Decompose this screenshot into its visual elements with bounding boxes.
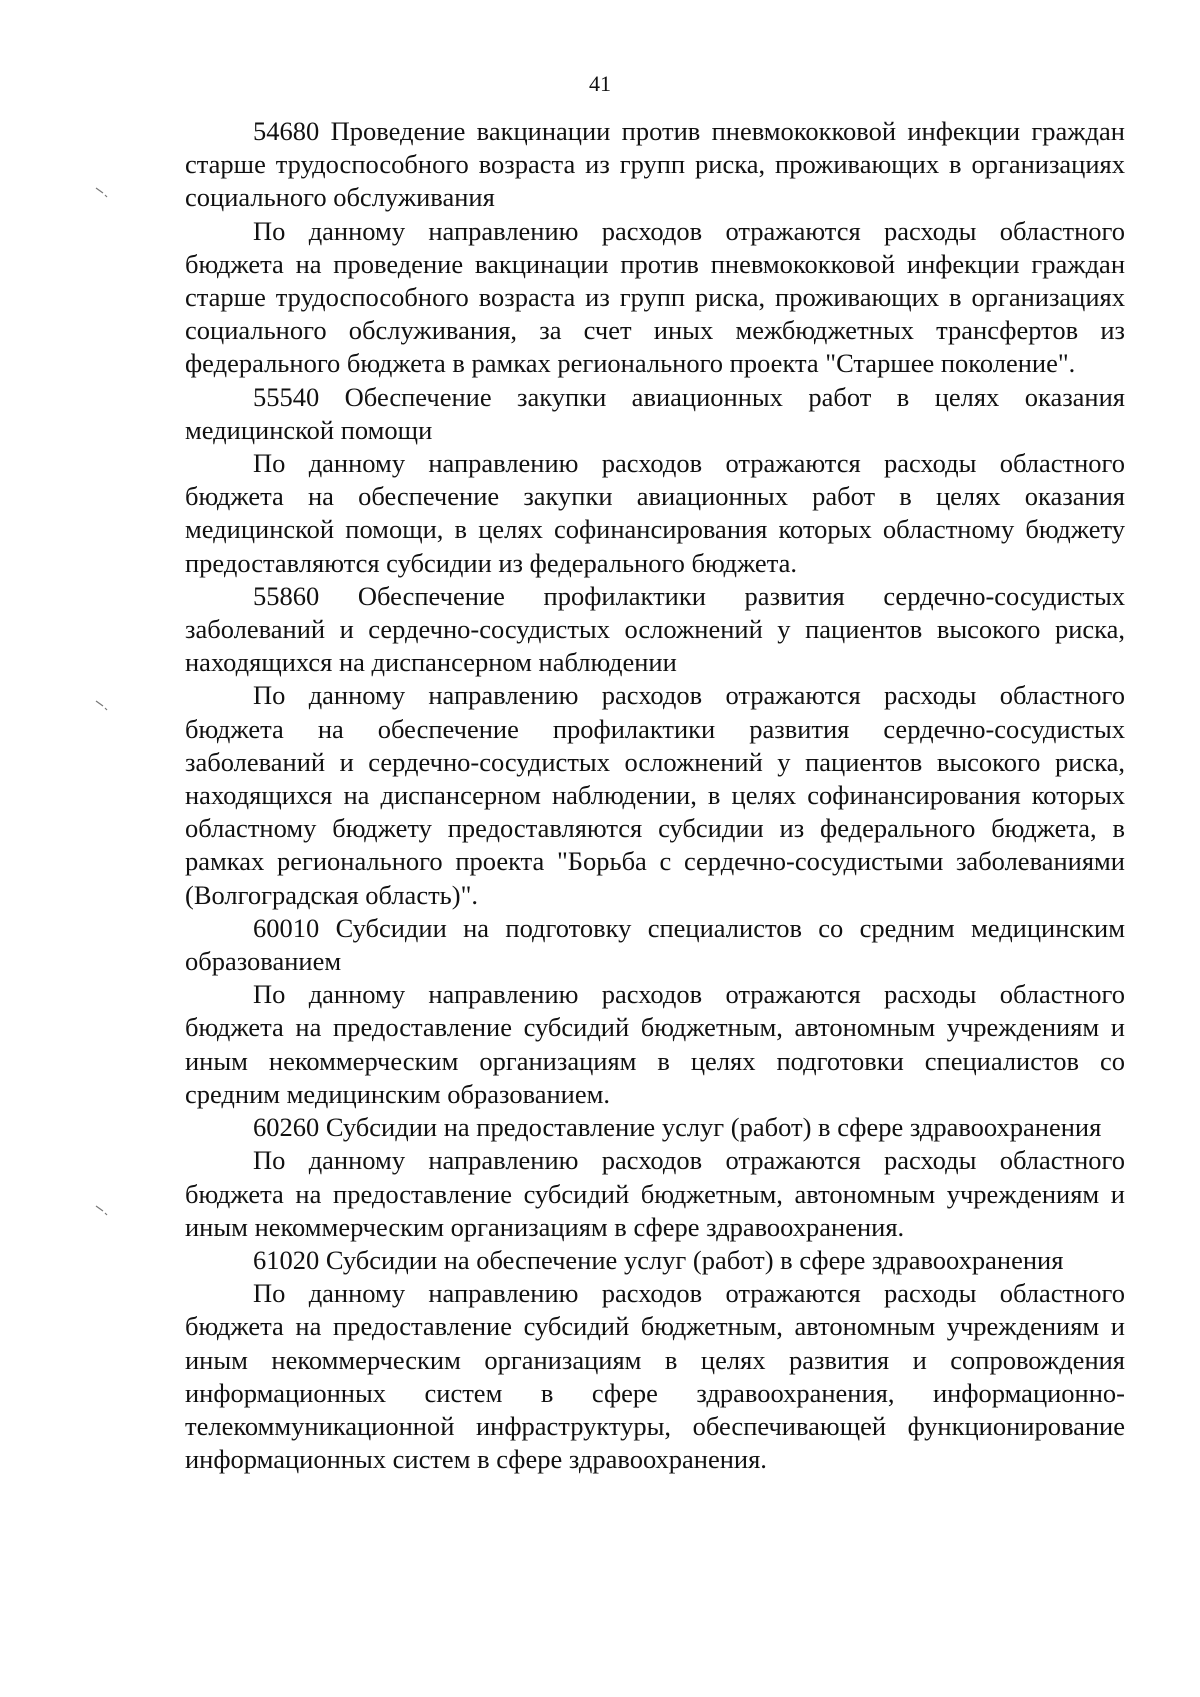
section-heading: 55860 Обеспечение профилактики развития сердечно-сосудистых заболеваний и сердечно-сосудистых осложнений у пациентов высокого риска, находящихся на диспансерном наблюдении — [185, 580, 1125, 678]
section-description: По данному направлению расходов отражаются расходы областного бюджета на проведение вакцинации против пневмококковой инфекции граждан старше трудоспособного возраста из групп риска, проживающих в организациях социального обслуживания, за счет иных межбюджетных трансфертов из федерального бюджета в рамках регионального проекта "Старшее поколение". — [185, 215, 1125, 379]
section-description: По данному направлению расходов отражаются расходы областного бюджета на предоставление субсидий бюджетным, автономным учреждениям и иным некоммерческим организациям в целях развития и сопровождения информационных систем в сфере здравоохранения, информационно-телекоммуникационной инфраструктуры, обеспечивающей функционирование информационных систем в сфере здравоохранения. — [185, 1278, 1125, 1475]
section-heading: 60260 Субсидии на предоставление услуг (работ) в сфере здравоохранения — [253, 1112, 1102, 1143]
section-heading: 60010 Субсидии на подготовку специалистов со средним медицинским образованием — [185, 912, 1125, 977]
scan-mark — [95, 187, 109, 199]
scan-mark — [95, 1205, 109, 1217]
section-description: По данному направлению расходов отражаются расходы областного бюджета на предоставление субсидий бюджетным, автономным учреждениям и иным некоммерческим организациям в сфере здравоохранения. — [185, 1145, 1125, 1242]
page-number: 41 — [589, 71, 611, 96]
section-description: По данному направлению расходов отражаются расходы областного бюджета на обеспечение закупки авиационных работ в целях оказания медицинской помощи, в целях софинансирования которых областному бюджету предоставляются субсидии из федерального бюджета. — [185, 448, 1125, 578]
section-description: По данному направлению расходов отражаются расходы областного бюджета на предоставление субсидий бюджетным, автономным учреждениям и иным некоммерческим организациям в целях подготовки специалистов со средним медицинским образованием. — [185, 979, 1125, 1109]
section-heading: 55540 Обеспечение закупки авиационных работ в целях оказания медицинской помощи — [185, 381, 1125, 445]
document-body — [185, 115, 1125, 1476]
section-heading: 61020 Субсидии на обеспечение услуг (работ) в сфере здравоохранения — [253, 1244, 1064, 1275]
scan-mark — [95, 700, 109, 712]
section-heading: 54680 Проведение вакцинации против пневмококковой инфекции граждан старше трудоспособного возраста из групп риска, проживающих в организациях социального обслуживания — [185, 116, 1125, 213]
section-description: По данному направлению расходов отражаются расходы областного бюджета на обеспечение профилактики развития сердечно-сосудистых заболеваний и сердечно-сосудистых осложнений у пациентов высокого риска, находящихся на диспансерном наблюдении, в целях софинансирования которых областному бюджету предоставляются субсидии из федерального бюджета, в рамках регионального проекта "Борьба с сердечно-сосудистыми заболеваниями (Волгоградская область)". — [185, 680, 1125, 910]
